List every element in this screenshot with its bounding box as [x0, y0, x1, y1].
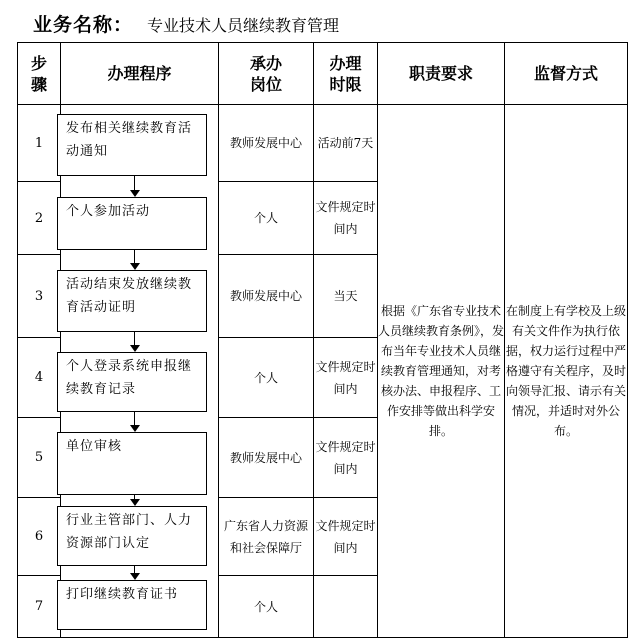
post-cell: 个人 — [219, 182, 314, 255]
post-cell: 广东省人力资源和社会保障厅 — [219, 498, 314, 576]
flow-connector-line — [134, 176, 135, 190]
post-cell: 教师发展中心 — [219, 105, 314, 182]
time-cell: 文件规定时间内 — [314, 418, 378, 498]
flow-step-box: 单位审核 — [57, 432, 207, 495]
step-number: 4 — [18, 338, 61, 418]
flow-connector-line — [134, 250, 135, 263]
flow-connector-line — [134, 566, 135, 573]
header-procedure: 办理程序 — [61, 43, 219, 105]
step-number: 1 — [18, 105, 61, 182]
header-step: 步 骤 — [18, 43, 61, 105]
arrow-down-icon — [130, 573, 140, 580]
time-cell — [314, 576, 378, 638]
arrow-down-icon — [130, 425, 140, 432]
flow-step-box: 活动结束发放继续教育活动证明 — [57, 270, 207, 332]
flow-step-box: 发布相关继续教育活动通知 — [57, 114, 207, 176]
arrow-down-icon — [130, 345, 140, 352]
business-name-label: 业务名称： — [33, 14, 134, 36]
flow-step-box: 行业主管部门、人力资源部门认定 — [57, 506, 207, 566]
business-name-row — [33, 10, 339, 40]
flow-step-box: 个人登录系统申报继续教育记录 — [57, 352, 207, 412]
time-cell: 文件规定时间内 — [314, 338, 378, 418]
step-number: 3 — [18, 255, 61, 338]
step-number: 5 — [18, 418, 61, 498]
flow-connector-line — [134, 412, 135, 425]
business-name-value: 专业技术人员继续教育管理 — [147, 16, 340, 35]
time-cell: 文件规定时间内 — [314, 498, 378, 576]
step-number: 2 — [18, 182, 61, 255]
post-cell: 个人 — [219, 338, 314, 418]
duty-description: 根据《广东省专业技术人员继续教育条例》，发布当年专业技术人员继续教育管理通知，对考核办法、申报程序、工作安排等做出科学安排。 — [378, 105, 505, 638]
header-time: 办理 时限 — [314, 43, 378, 105]
time-cell: 当天 — [314, 255, 378, 338]
arrow-down-icon — [130, 190, 140, 197]
post-cell: 教师发展中心 — [219, 418, 314, 498]
flow-connector-line — [134, 332, 135, 345]
post-cell: 个人 — [219, 576, 314, 638]
arrow-down-icon — [130, 263, 140, 270]
time-cell: 文件规定时间内 — [314, 182, 378, 255]
step-number: 7 — [18, 576, 61, 638]
table-header-row — [18, 43, 628, 105]
time-cell: 活动前7天 — [314, 105, 378, 182]
arrow-down-icon — [130, 499, 140, 506]
step-number: 6 — [18, 498, 61, 576]
flow-step-box: 打印继续教育证书 — [57, 580, 207, 630]
header-supervision: 监督方式 — [505, 43, 628, 105]
header-duty: 职责要求 — [378, 43, 505, 105]
post-cell: 教师发展中心 — [219, 255, 314, 338]
header-post: 承办 岗位 — [219, 43, 314, 105]
flow-step-box: 个人参加活动 — [57, 197, 207, 250]
supervision-description: 在制度上有学校及上级有关文件作为执行依据，权力运行过程中严格遵守有关程序，及时向领导汇报、请示有关情况，并适时对外公布。 — [505, 105, 628, 638]
